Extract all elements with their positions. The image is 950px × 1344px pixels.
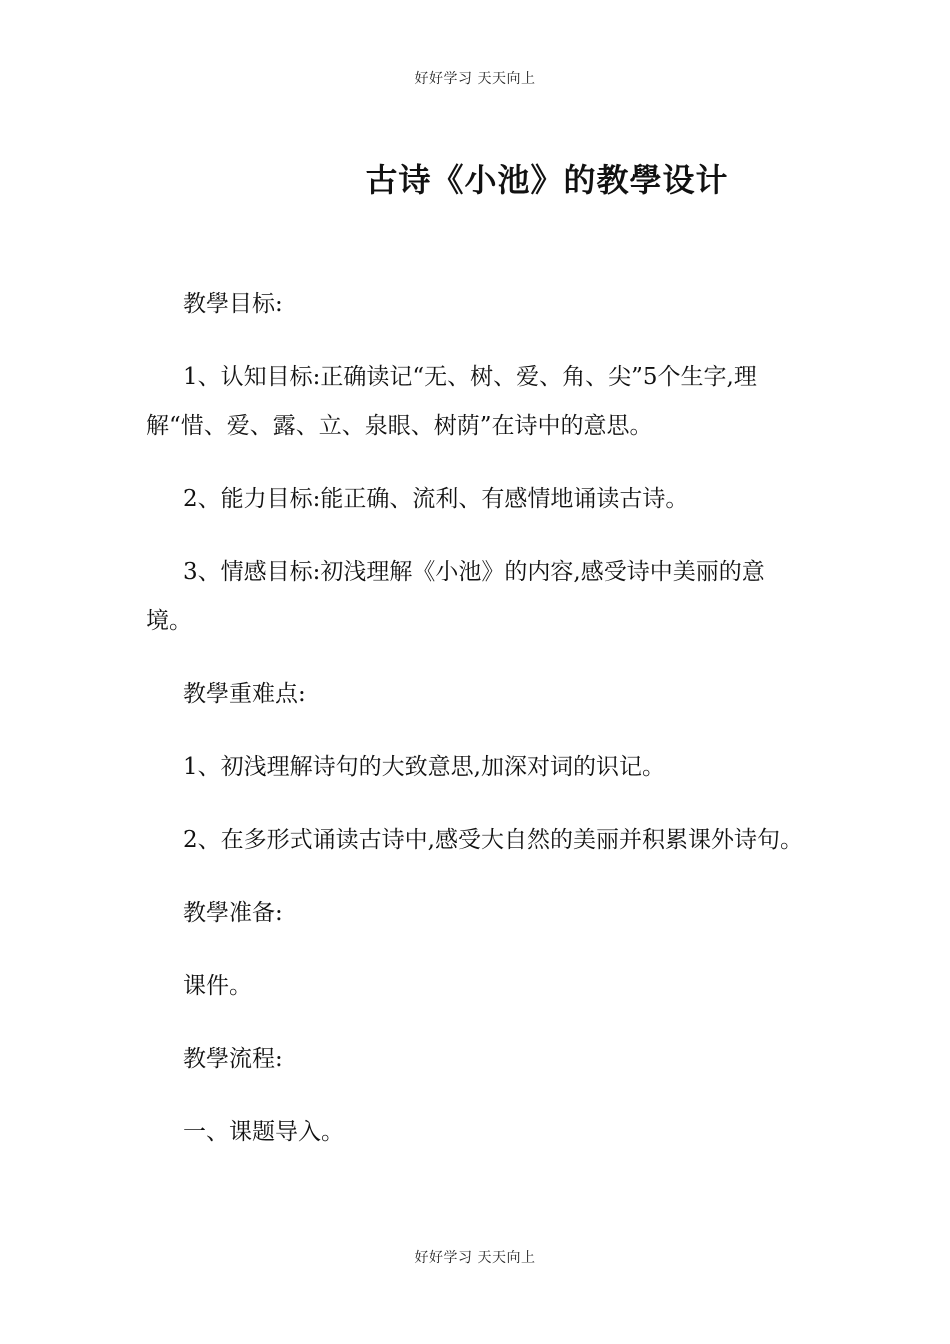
key-point-1: 1、初浅理解诗句的大致意思,加深对词的识记。 xyxy=(183,754,665,780)
objective-emotion: 3、情感目标:初浅理解《小池》的内容,感受诗中美丽的意境。 xyxy=(146,559,765,634)
page-header: 好好学习 天天向上 xyxy=(414,71,536,87)
section-heading-process: 教學流程: xyxy=(183,1046,283,1072)
section-heading-preparation: 教學准备: xyxy=(183,900,283,926)
document-body xyxy=(146,280,806,1181)
preparation-text: 课件。 xyxy=(183,973,252,999)
page-footer: 好好学习 天天向上 xyxy=(414,1250,536,1266)
process-step-1: 一、课题导入。 xyxy=(183,1119,344,1145)
section-heading-key-points: 教學重难点: xyxy=(183,681,306,707)
objective-cognitive: 1、认知目标:正确读记“无、树、爱、角、尖”5个生字,理解“惜、爱、露、立、泉眼、树荫”在诗中的意思。 xyxy=(146,364,757,439)
document-title: 古诗《小池》的教學设计 xyxy=(365,161,729,199)
section-heading-objectives: 教學目标: xyxy=(183,291,283,317)
objective-ability: 2、能力目标:能正确、流利、有感情地诵读古诗。 xyxy=(183,486,689,512)
key-point-2: 2、在多形式诵读古诗中,感受大自然的美丽并积累课外诗句。 xyxy=(183,827,803,853)
